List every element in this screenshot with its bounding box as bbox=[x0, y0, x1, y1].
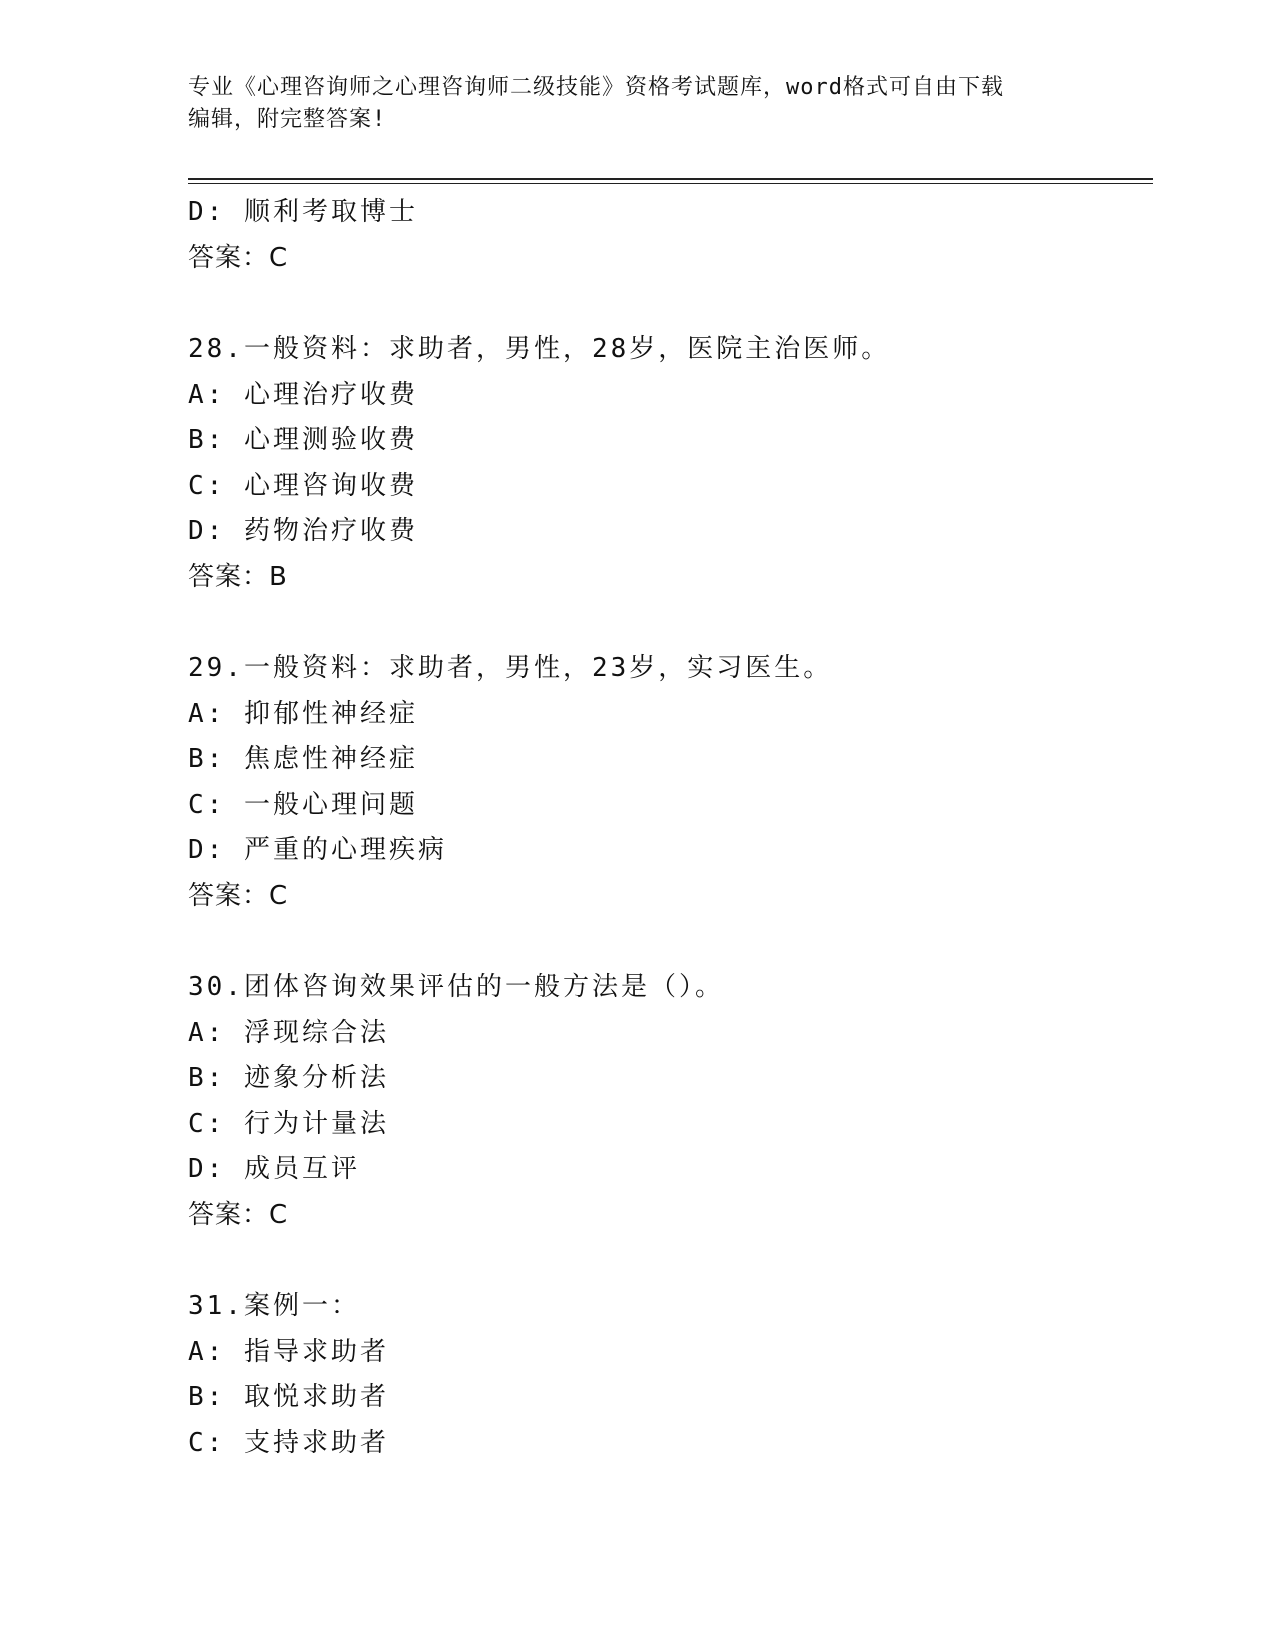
question-stem: 30.团体咨询效果评估的一般方法是（）。 bbox=[188, 972, 724, 1002]
option-a: A: 心理治疗收费 bbox=[188, 379, 418, 410]
option-b: B: 取悦求助者 bbox=[188, 1382, 389, 1412]
question-stem: 31.案例一： bbox=[188, 1291, 360, 1321]
option-c: C: 行为计量法 bbox=[188, 1108, 389, 1139]
question-29 bbox=[188, 646, 1148, 919]
question-list bbox=[188, 190, 1148, 1466]
header-rule-thin bbox=[188, 183, 1153, 184]
option-d: D: 严重的心理疾病 bbox=[188, 835, 447, 865]
question-stem: 29.一般资料：求助者，男性，23岁，实习医生。 bbox=[188, 653, 833, 683]
option-a: A: 指导求助者 bbox=[188, 1336, 389, 1367]
document-header bbox=[188, 72, 1088, 136]
header-line-1: 专业《心理咨询师之心理咨询师二级技能》资格考试题库，word格式可自由下载 bbox=[188, 75, 1004, 100]
spacer bbox=[188, 919, 1148, 965]
question-28 bbox=[188, 327, 1148, 600]
option-b: B: 心理测验收费 bbox=[188, 425, 418, 455]
answer: 答案：C bbox=[188, 1199, 289, 1230]
option-b: B: 焦虑性神经症 bbox=[188, 744, 418, 774]
option-d: D: 顺利考取博士 bbox=[188, 197, 418, 227]
question-stem: 28.一般资料：求助者，男性，28岁，医院主治医师。 bbox=[188, 334, 891, 364]
header-rule-thick bbox=[188, 178, 1153, 180]
option-c: C: 支持求助者 bbox=[188, 1427, 389, 1458]
option-d: D: 成员互评 bbox=[188, 1154, 360, 1184]
question-30 bbox=[188, 965, 1148, 1238]
option-b: B: 迹象分析法 bbox=[188, 1063, 389, 1093]
question-31 bbox=[188, 1284, 1148, 1466]
spacer bbox=[188, 281, 1148, 327]
answer: 答案：C bbox=[188, 242, 289, 273]
header-line-2: 编辑，附完整答案! bbox=[188, 107, 387, 132]
option-c: C: 一般心理问题 bbox=[188, 789, 418, 820]
answer: 答案：C bbox=[188, 880, 289, 911]
option-a: A: 抑郁性神经症 bbox=[188, 698, 418, 729]
spacer bbox=[188, 1238, 1148, 1284]
spacer bbox=[188, 600, 1148, 646]
answer: 答案：B bbox=[188, 561, 288, 592]
option-a: A: 浮现综合法 bbox=[188, 1017, 389, 1048]
option-c: C: 心理咨询收费 bbox=[188, 470, 418, 501]
option-d: D: 药物治疗收费 bbox=[188, 516, 418, 546]
